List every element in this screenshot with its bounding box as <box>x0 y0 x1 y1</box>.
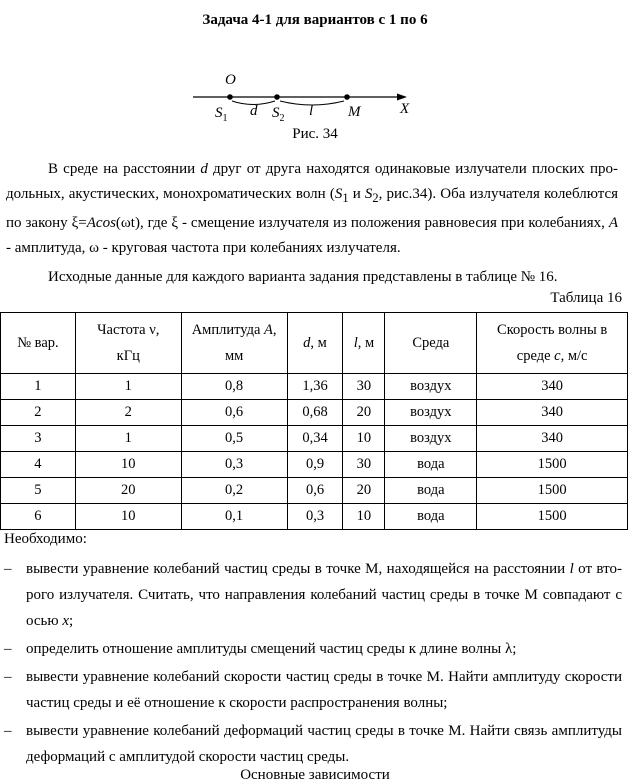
cell-variant: 4 <box>1 452 76 478</box>
table-row <box>1 452 628 478</box>
cell-l: 10 <box>343 426 385 452</box>
cell-medium: вода <box>385 504 477 530</box>
x-axis-arrowhead <box>397 94 407 101</box>
cell-amplitude: 0,3 <box>181 452 287 478</box>
cell-speed: 1500 <box>477 452 628 478</box>
cell-speed: 1500 <box>477 504 628 530</box>
cell-d: 0,34 <box>287 426 343 452</box>
m-label: M <box>348 104 361 120</box>
cell-frequency: 1 <box>75 374 181 400</box>
cell-variant: 2 <box>1 400 76 426</box>
cell-medium: воздух <box>385 374 477 400</box>
section-heading-dependencies: Основные зависимости <box>240 767 390 783</box>
cell-medium: воздух <box>385 426 477 452</box>
cell-frequency: 2 <box>75 400 181 426</box>
table-row <box>1 478 628 504</box>
list-item: – вывести уравнение колебаний деформаций частиц среды в точке М. Найти связь амплитуды деформаций с амплитудой скорости частиц среды. <box>4 718 622 770</box>
cell-variant: 1 <box>1 374 76 400</box>
source-s1-point <box>227 94 233 100</box>
cell-speed: 1500 <box>477 478 628 504</box>
cell-frequency: 1 <box>75 426 181 452</box>
header-speed: Скорость волны в среде c, м/с <box>477 313 628 374</box>
data-paragraph: Исходные данные для каждого варианта задания представлены в таблице № 16. <box>48 269 558 285</box>
table-row <box>1 426 628 452</box>
cell-amplitude: 0,2 <box>181 478 287 504</box>
header-amplitude: Амплитуда A, мм <box>181 313 287 374</box>
table-row <box>1 400 628 426</box>
cell-l: 30 <box>343 374 385 400</box>
cell-d: 0,68 <box>287 400 343 426</box>
cell-l: 10 <box>343 504 385 530</box>
header-variant: № вар. <box>1 313 76 374</box>
table-caption: Таблица 16 <box>550 290 622 306</box>
table-row <box>1 504 628 530</box>
header-d: d, м <box>287 313 343 374</box>
cell-amplitude: 0,8 <box>181 374 287 400</box>
cell-d: 0,6 <box>287 478 343 504</box>
source-s2-point <box>274 94 280 100</box>
origin-label: O <box>225 72 236 88</box>
list-item: – вывести уравнение колебаний скорости частиц среды в точке М. Найти амплитуду скорости частиц среды и её отношение к скорости распространения волны; <box>4 664 622 716</box>
header-l: l, м <box>343 313 385 374</box>
cell-d: 0,9 <box>287 452 343 478</box>
cell-amplitude: 0,1 <box>181 504 287 530</box>
cell-speed: 340 <box>477 400 628 426</box>
cell-d: 0,3 <box>287 504 343 530</box>
cell-medium: вода <box>385 478 477 504</box>
cell-frequency: 10 <box>75 504 181 530</box>
page-title: Задача 4-1 для вариантов с 1 по 6 <box>202 12 428 28</box>
problem-paragraph: В среде на расстоянии d друг от друга находятся одинаковые излучатели плоских про-дольных, акустических, монохроматических волн ($S_1$ и $S_2$, рис.34). Оба излучателя колеблются по закону ξ=Acos(ωt), где ξ - смещение излучателя из положения равновесия при колебаниях, A - амплитуда, ω - круговая частота при колебаниях излучателя. <box>6 161 619 256</box>
cell-medium: воздух <box>385 400 477 426</box>
table-row <box>1 374 628 400</box>
task-list <box>4 556 622 772</box>
cell-variant: 6 <box>1 504 76 530</box>
x-label: X <box>400 101 410 117</box>
header-medium: Среда <box>385 313 477 374</box>
cell-frequency: 10 <box>75 452 181 478</box>
s1-label: $S_1$ <box>215 105 228 124</box>
cell-l: 20 <box>343 400 385 426</box>
variants-table <box>0 312 628 530</box>
list-item: – определить отношение амплитуды смещений частиц среды к длине волны λ; <box>4 636 622 662</box>
s2-label: $S_2$ <box>272 105 285 124</box>
cell-d: 1,36 <box>287 374 343 400</box>
cell-variant: 3 <box>1 426 76 452</box>
required-heading: Необходимо: <box>4 531 87 547</box>
cell-l: 30 <box>343 452 385 478</box>
header-frequency: Частота ν, кГц <box>75 313 181 374</box>
table-header-row <box>1 313 628 374</box>
cell-amplitude: 0,6 <box>181 400 287 426</box>
cell-speed: 340 <box>477 374 628 400</box>
cell-variant: 5 <box>1 478 76 504</box>
l-label: l <box>309 103 314 119</box>
list-dash: – <box>4 669 12 685</box>
cell-speed: 340 <box>477 426 628 452</box>
list-dash: – <box>4 641 12 657</box>
cell-l: 20 <box>343 478 385 504</box>
cell-medium: вода <box>385 452 477 478</box>
list-dash: – <box>4 561 12 577</box>
point-m <box>344 94 350 100</box>
d-label: d <box>250 103 258 119</box>
figure-caption: Рис. 34 <box>292 126 338 142</box>
list-item: – вывести уравнение колебаний частиц среды в точке М, находящейся на расстоянии l от вто-рого излучателя. Считать, что направления колебаний частиц среды в точке М совпадают с осью x; <box>4 556 622 634</box>
cell-frequency: 20 <box>75 478 181 504</box>
list-dash: – <box>4 723 12 739</box>
cell-amplitude: 0,5 <box>181 426 287 452</box>
